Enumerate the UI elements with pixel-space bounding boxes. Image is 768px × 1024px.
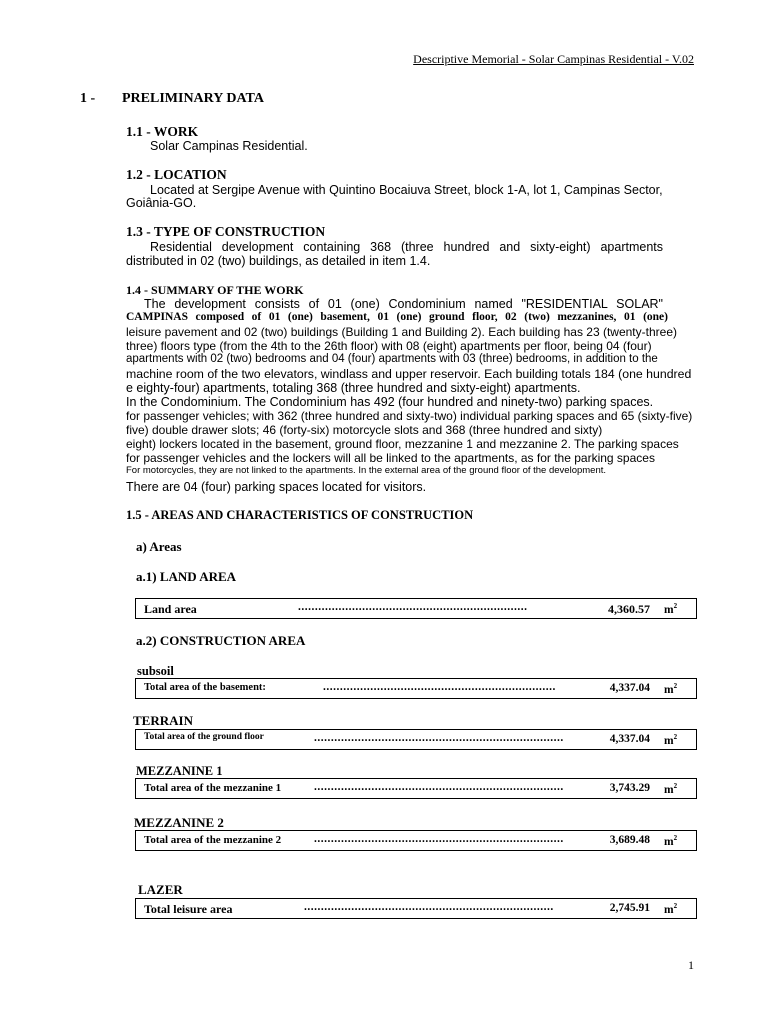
row-unit: $m^2$ <box>664 782 678 796</box>
group-label-subsoil: subsoil <box>137 664 174 678</box>
row-unit: $m^2$ <box>664 902 678 916</box>
summary-line-8: In the Condominium. The Condominium has 492 (four hundred and ninety-two) parking spaces. <box>126 395 654 409</box>
group-label-mezzanine-1: MEZZANINE 1 <box>136 764 223 778</box>
ground-floor-area-row <box>135 729 697 750</box>
summary-line-4: three) floors type (from the 4th to the 26th floor) with 08 (eight) apartments per floor, being 04 (four) <box>126 339 652 353</box>
summary-line-6: machine room of the two elevators, windlass and upper reservoir. Each building totals 184 (one hundred <box>126 367 692 381</box>
row-unit: $m^2$ <box>664 733 678 747</box>
summary-line-11: eight) lockers located in the basement, ground floor, mezzanine 1 and mezzanine 2. The parking spaces <box>126 437 679 451</box>
summary-line-5: apartments with 02 (two) bedrooms and 04 (four) apartments with 03 (three) bedrooms, in addition to the <box>126 353 658 365</box>
row-label: Total area of the ground floor <box>144 732 264 742</box>
land-area-heading: a.1) LAND AREA <box>136 569 237 584</box>
row-value: 4,337.04 <box>609 682 650 694</box>
summary-line-7: e eighty-four) apartments, totaling 368 (three hundred and sixty-eight) apartments. <box>126 381 581 395</box>
group-label-mezzanine-2: MEZZANINE 2 <box>134 815 224 830</box>
location-heading: 1.2 - LOCATION <box>126 167 227 182</box>
summary-line-3: leisure pavement and 02 (two) buildings (Building 1 and Building 2). Each building has 23 (twenty-three) <box>126 325 677 339</box>
row-unit: $m^2$ <box>664 682 678 696</box>
row-value: 3,743.29 <box>609 782 650 794</box>
summary-line-14: There are 04 (four) parking spaces located for visitors. <box>126 480 427 494</box>
row-unit: $m^2$ <box>664 602 678 616</box>
row-dot-leader: .................................................................... <box>298 601 528 613</box>
document-header: Descriptive Memorial - Solar Campinas Residential - V.02 <box>413 52 694 66</box>
section-title: PRELIMINARY DATA <box>122 91 264 106</box>
type-heading: 1.3 - TYPE OF CONSTRUCTION <box>126 224 326 239</box>
row-label: Total area of the mezzanine 1 <box>144 782 282 794</box>
summary-heading: 1.4 - SUMMARY OF THE WORK <box>126 283 304 297</box>
areas-heading: 1.5 - AREAS AND CHARACTERISTICS OF CONSTRUCTION <box>126 508 474 522</box>
section-number: 1 - <box>80 91 96 106</box>
row-value: 2,745.91 <box>609 902 650 914</box>
row-label: Land area <box>144 602 197 616</box>
land-area-row <box>135 598 697 619</box>
row-label: Total leisure area <box>144 902 233 916</box>
type-line-2: distributed in 02 (two) buildings, as detailed in item 1.4. <box>126 254 431 268</box>
basement-area-row <box>135 678 697 699</box>
group-label-terrain: TERRAIN <box>133 713 193 728</box>
summary-line-12: for passenger vehicles and the lockers will all be linked to the apartments, as for the parking spaces <box>126 451 655 465</box>
row-dot-leader: .......................................................................... <box>314 732 564 744</box>
location-line-2: Goiânia-GO. <box>126 196 197 210</box>
row-label: Total area of the basement: <box>144 682 266 693</box>
row-dot-leader: .......................................................................... <box>314 833 564 845</box>
summary-line-13: For motorcycles, they are not linked to the apartments. In the external area of the ground floor of the development. <box>126 465 607 476</box>
work-heading: 1.1 - WORK <box>126 124 199 139</box>
mezzanine-1-area-row <box>135 778 697 799</box>
summary-line-1: The development consists of 01 (one) Condominium named "RESIDENTIAL SOLAR" <box>144 297 663 311</box>
row-value: 3,689.48 <box>609 834 650 846</box>
row-dot-leader: ..................................................................... <box>323 681 556 693</box>
row-value: 4,337.04 <box>609 733 650 745</box>
summary-line-9: for passenger vehicles; with 362 (three hundred and sixty-two) individual parking spaces and 65 (sixty-five) <box>126 409 693 423</box>
group-label-lazer: LAZER <box>138 882 183 897</box>
row-dot-leader: .......................................................................... <box>304 901 554 913</box>
row-value: 4,360.57 <box>608 602 650 616</box>
mezzanine-2-area-row <box>135 830 697 851</box>
row-label: Total area of the mezzanine 2 <box>144 834 282 846</box>
type-line-1: Residential development containing 368 (three hundred and sixty-eight) apartments <box>150 240 663 254</box>
summary-line-2: CAMPINAS composed of 01 (one) basement, 01 (one) ground floor, 02 (two) mezzanines, 01 (one) <box>126 311 668 323</box>
construction-area-heading: a.2) CONSTRUCTION AREA <box>136 633 306 648</box>
leisure-area-row <box>135 898 697 919</box>
row-unit: $m^2$ <box>664 834 678 848</box>
summary-line-10: five) double drawer slots; 46 (forty-six) motorcycle slots and 368 (three hundred and sixty) <box>126 423 603 437</box>
location-line-1: Located at Sergipe Avenue with Quintino Bocaiuva Street, block 1-A, lot 1, Campinas Sector, <box>150 183 663 197</box>
areas-subheading: a) Areas <box>136 539 182 554</box>
work-text: Solar Campinas Residential. <box>150 139 308 153</box>
page-number: 1 <box>688 958 694 972</box>
row-dot-leader: .......................................................................... <box>314 781 564 793</box>
